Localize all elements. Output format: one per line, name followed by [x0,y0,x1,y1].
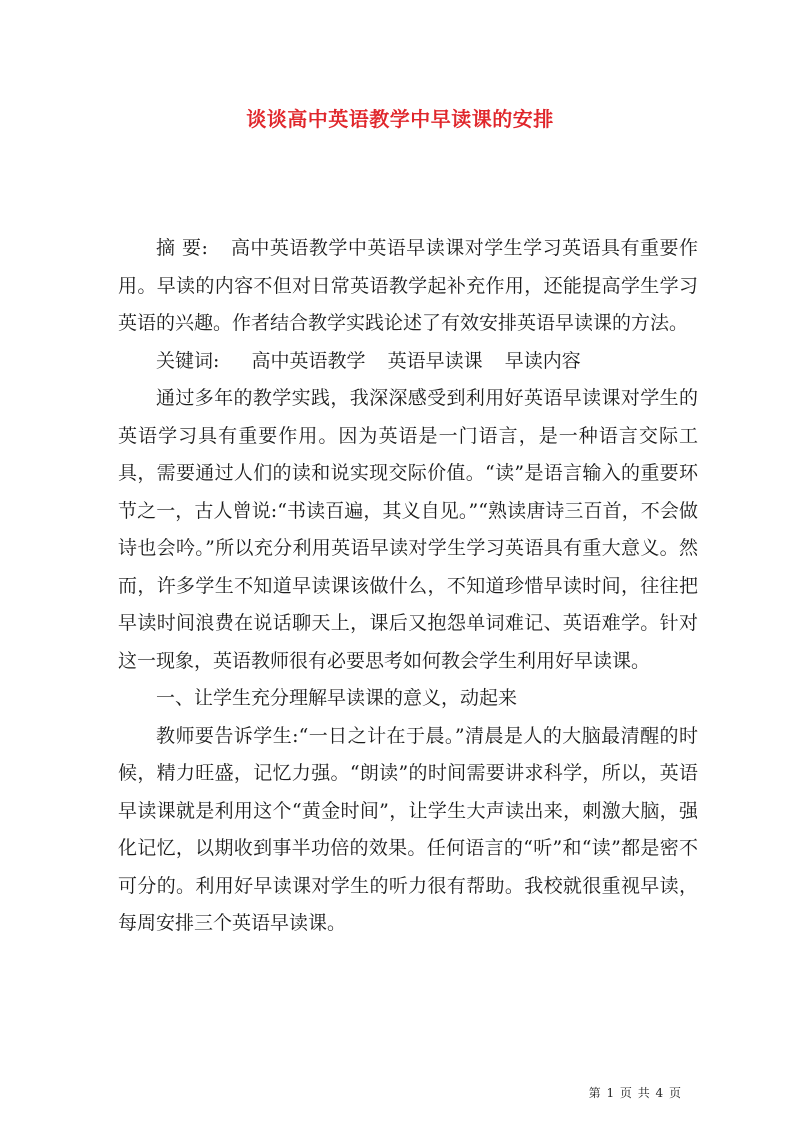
keyword-item: 英语早读课 [387,349,483,372]
body-paragraph: 通过多年的教学实践，我深深感受到利用好英语早读课对学生的英语学习具有重要作用。因为英语是一门语言，是一种语言交际工具，需要通过人们的读和说实现交际价值。“读”是语言输入的重要环节之一，古人曾说:“书读百遍，其义自见。”“熟读唐诗三百首，不会做诗也会吟。”所以充分利用英语早读对学生学习英语具有重大意义。然而，许多学生不知道早读课该做什么，不知道珍惜早读时间，往往把早读时间浪费在说话聊天上，课后又抱怨单词难记、英语难学。针对这一现象，英语教师很有必要思考如何教会学生利用好早读课。 [118,387,698,672]
page-number: 第 1 页 共 4 页 [588,1086,682,1100]
abstract-text: 高中英语教学中英语早读课对学生学习英语具有重要作用。早读的内容不但对日常英语教学起补充作用，还能提高学生学习英语的兴趣。作者结合教学实践论述了有效安排英语早读课的方法。 [118,237,698,334]
abstract-label: 摘 要: [156,237,208,259]
body-paragraph: 教师要告诉学生:“一日之计在于晨。”清晨是人的大脑最清醒的时候，精力旺盛，记忆力强。“朗读”的时间需要讲求科学，所以，英语早读课就是利用这个“黄金时间”，让学生大声读出来，刺激大脑，强化记忆，以期收到事半功倍的效果。任何语言的“听”和“读”都是密不可分的。利用好早读课对学生的听力很有帮助。我校就很重视早读，每周安排三个英语早读课。 [118,724,698,934]
keyword-item: 早读内容 [504,349,581,372]
section-heading: 一、让学生充分理解早读课的意义，动起来 [156,687,518,709]
keywords-label: 关键词: [156,349,220,372]
keyword-item: 高中英语教学 [251,349,366,372]
document-body [118,230,698,943]
page-footer [589,1084,682,1101]
abstract-paragraph [118,230,698,343]
document-title: 谈谈高中英语教学中早读课的安排 [246,107,554,131]
keywords-paragraph [118,343,698,381]
